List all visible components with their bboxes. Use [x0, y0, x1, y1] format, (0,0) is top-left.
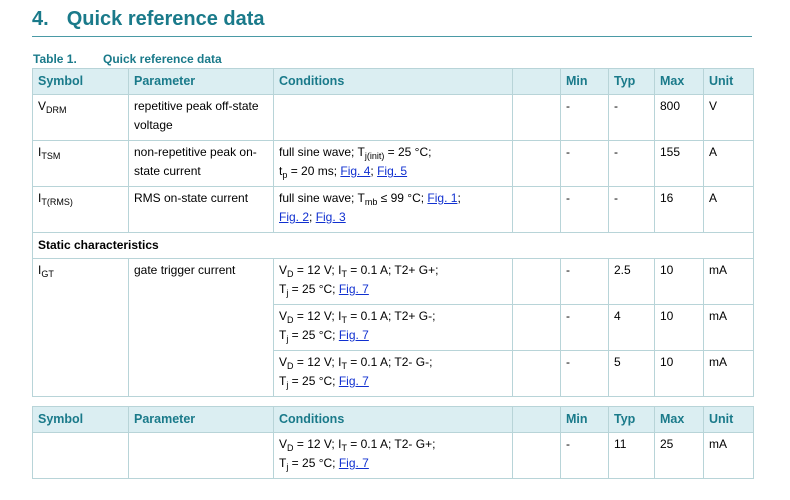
typ-cell: 11 — [609, 433, 655, 479]
min-cell: - — [561, 351, 609, 397]
quick-reference-table-continued — [32, 406, 754, 479]
parameter-cell: RMS on-state current — [129, 187, 274, 233]
header-blank — [513, 407, 561, 433]
max-cell: 10 — [655, 351, 704, 397]
unit-cell: mA — [704, 305, 754, 351]
table-row — [33, 187, 754, 233]
parameter-cell: gate trigger current — [129, 259, 274, 305]
header-conditions: Conditions — [274, 407, 513, 433]
min-cell: - — [561, 305, 609, 351]
table-row — [33, 433, 754, 479]
fig-4-link[interactable]: Fig. 4 — [340, 164, 371, 178]
symbol-cell — [33, 305, 129, 351]
header-max: Max — [655, 407, 704, 433]
min-cell: - — [561, 433, 609, 479]
unit-cell: A — [704, 187, 754, 233]
conditions-cell: $V_D = 12$ V; $I_T = 0.1$ A; T2+ G-; $T_j = 25$ °C; Fig. 7 — [274, 305, 513, 351]
max-cell: 10 — [655, 259, 704, 305]
typ-cell: - — [609, 95, 655, 141]
header-parameter: Parameter — [129, 407, 274, 433]
section-number: 4. — [32, 8, 49, 30]
conditions-cell: $V_D = 12$ V; $I_T = 0.1$ A; T2- G+; $T_j = 25$ °C; Fig. 7 — [274, 433, 513, 479]
max-cell: 16 — [655, 187, 704, 233]
section-title: Quick reference data — [66, 8, 265, 30]
header-symbol: Symbol — [33, 407, 129, 433]
min-cell: - — [561, 141, 609, 187]
fig-7-link[interactable]: Fig. 7 — [338, 282, 369, 296]
blank-cell — [513, 95, 561, 141]
header-min: Min — [561, 407, 609, 433]
blank-cell — [513, 351, 561, 397]
heading-rule — [32, 36, 752, 37]
typ-cell: 5 — [609, 351, 655, 397]
blank-cell — [513, 259, 561, 305]
max-cell: 10 — [655, 305, 704, 351]
parameter-cell — [129, 433, 274, 479]
max-cell: 155 — [655, 141, 704, 187]
fig-2-link[interactable]: Fig. 2 — [279, 210, 310, 224]
parameter-cell: non-repetitive peak on-state current — [129, 141, 274, 187]
blank-cell — [513, 305, 561, 351]
symbol-cell — [33, 433, 129, 479]
table-row — [33, 141, 754, 187]
quick-reference-table — [32, 68, 754, 397]
min-cell: - — [561, 259, 609, 305]
fig-5-link[interactable]: Fig. 5 — [377, 164, 408, 178]
header-min: Min — [561, 69, 609, 95]
conditions-cell: full sine wave; $T_{mb} \le 99$ °C; Fig. 1; Fig. 2; Fig. 3 — [274, 187, 513, 233]
blank-cell — [513, 187, 561, 233]
header-parameter: Parameter — [129, 69, 274, 95]
conditions-cell: $V_D = 12$ V; $I_T = 0.1$ A; T2- G-; $T_j = 25$ °C; Fig. 7 — [274, 351, 513, 397]
unit-cell: mA — [704, 433, 754, 479]
unit-cell: mA — [704, 259, 754, 305]
max-cell: 800 — [655, 95, 704, 141]
unit-cell: A — [704, 141, 754, 187]
blank-cell — [513, 141, 561, 187]
symbol-cell: $I_{T(RMS)}$ — [33, 187, 129, 233]
typ-cell: - — [609, 141, 655, 187]
header-max: Max — [655, 69, 704, 95]
header-symbol: Symbol — [33, 69, 129, 95]
header-blank — [513, 69, 561, 95]
table-row — [33, 305, 754, 351]
typ-cell: 2.5 — [609, 259, 655, 305]
typ-cell: 4 — [609, 305, 655, 351]
table-row — [33, 95, 754, 141]
table-title: Quick reference data — [103, 52, 222, 66]
fig-3-link[interactable]: Fig. 3 — [315, 210, 346, 224]
static-characteristics-label: Static characteristics — [33, 233, 754, 259]
max-cell: 25 — [655, 433, 704, 479]
table-number: Table 1. — [33, 52, 77, 66]
table-row — [33, 351, 754, 397]
parameter-cell: repetitive peak off-state voltage — [129, 95, 274, 141]
header-unit: Unit — [704, 69, 754, 95]
header-typ: Typ — [609, 407, 655, 433]
symbol-cell: $V_{DRM}$ — [33, 95, 129, 141]
fig-7-link[interactable]: Fig. 7 — [338, 328, 369, 342]
conditions-cell: $V_D = 12$ V; $I_T = 0.1$ A; T2+ G+; $T_j = 25$ °C; Fig. 7 — [274, 259, 513, 305]
parameter-cell — [129, 351, 274, 397]
conditions-cell: full sine wave; $T_{j(init)} = 25$ °C; $t_p = 20$ ms; Fig. 4; Fig. 5 — [274, 141, 513, 187]
fig-7-link[interactable]: Fig. 7 — [338, 456, 369, 470]
conditions-cell — [274, 95, 513, 141]
section-row — [33, 233, 754, 259]
header-unit: Unit — [704, 407, 754, 433]
parameter-cell — [129, 305, 274, 351]
unit-cell: V — [704, 95, 754, 141]
table-row — [33, 259, 754, 305]
min-cell: - — [561, 187, 609, 233]
header-typ: Typ — [609, 69, 655, 95]
fig-1-link[interactable]: Fig. 1 — [427, 191, 458, 205]
symbol-cell: $I_{GT}$ — [33, 259, 129, 305]
header-conditions: Conditions — [274, 69, 513, 95]
table-header-row — [33, 69, 754, 95]
table-caption — [33, 52, 222, 66]
fig-7-link[interactable]: Fig. 7 — [338, 374, 369, 388]
typ-cell: - — [609, 187, 655, 233]
unit-cell: mA — [704, 351, 754, 397]
min-cell: - — [561, 95, 609, 141]
symbol-cell: $I_{TSM}$ — [33, 141, 129, 187]
symbol-cell — [33, 351, 129, 397]
blank-cell — [513, 433, 561, 479]
section-heading — [32, 8, 265, 31]
table-header-row — [33, 407, 754, 433]
